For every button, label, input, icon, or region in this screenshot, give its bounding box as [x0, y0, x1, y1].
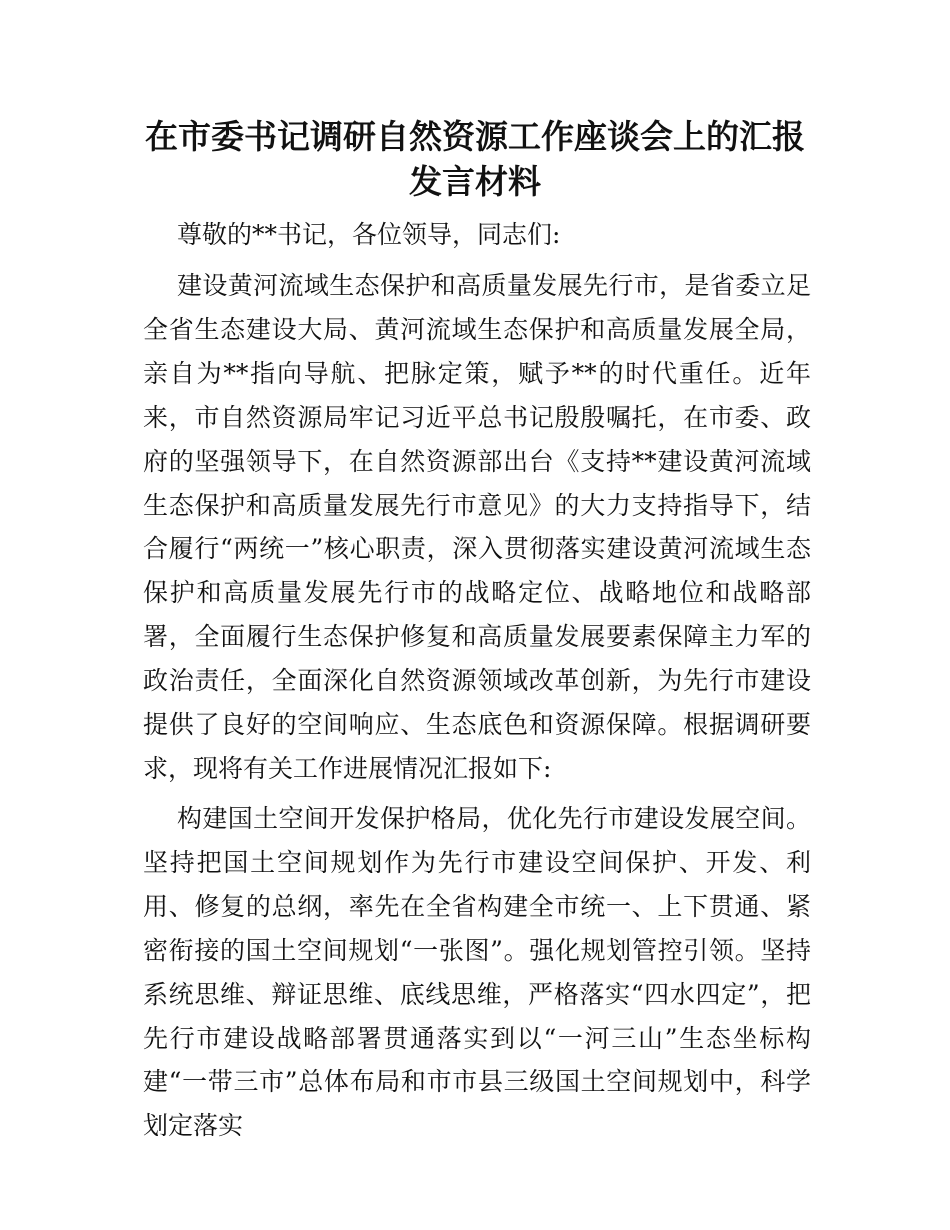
- paragraph-intro: 建设黄河流域生态保护和高质量发展先行市，是省委立足全省生态建设大局、黄河流域生态保护和高质量发展全局，亲自为**指向导航、把脉定策，赋予**的时代重任。近年来，市自然资源局牢记习近平总书记殷殷嘱托，在市委、政府的坚强领导下，在自然资源部出台《支持**建设黄河流域生态保护和高质量发展先行市意见》的大力支持指导下，结合履行“两统一”核心职责，深入贯彻落实建设黄河流域生态保护和高质量发展先行市的战略定位、战略地位和战略部署，全面履行生态保护修复和高质量发展要素保障主力军的政治责任，全面深化自然资源领域改革创新，为先行市建设提供了良好的空间响应、生态底色和资源保障。根据调研要求，现将有关工作进展情况汇报如下:: [143, 271, 811, 783]
- paragraph-spatial-planning: 构建国土空间开发保护格局，优化先行市建设发展空间。坚持把国土空间规划作为先行市建设空间保护、开发、利用、修复的总纲，率先在全省构建全市统一、上下贯通、紧密衔接的国土空间规划“一张图”。强化规划管控引领。坚持系统思维、辩证思维、底线思维，严格落实“四水四定”，把先行市建设战略部署贯通落实到以“一河三山”生态坐标构建“一带三市”总体布局和市市县三级国土空间规划中，科学划定落实: [143, 804, 811, 1141]
- greeting: 尊敬的**书记，各位领导，同志们:: [177, 220, 561, 249]
- document-title-line-1: 在市委书记调研自然资源工作座谈会上的汇报: [145, 117, 805, 156]
- document-title-line-2: 发言材料: [409, 162, 541, 201]
